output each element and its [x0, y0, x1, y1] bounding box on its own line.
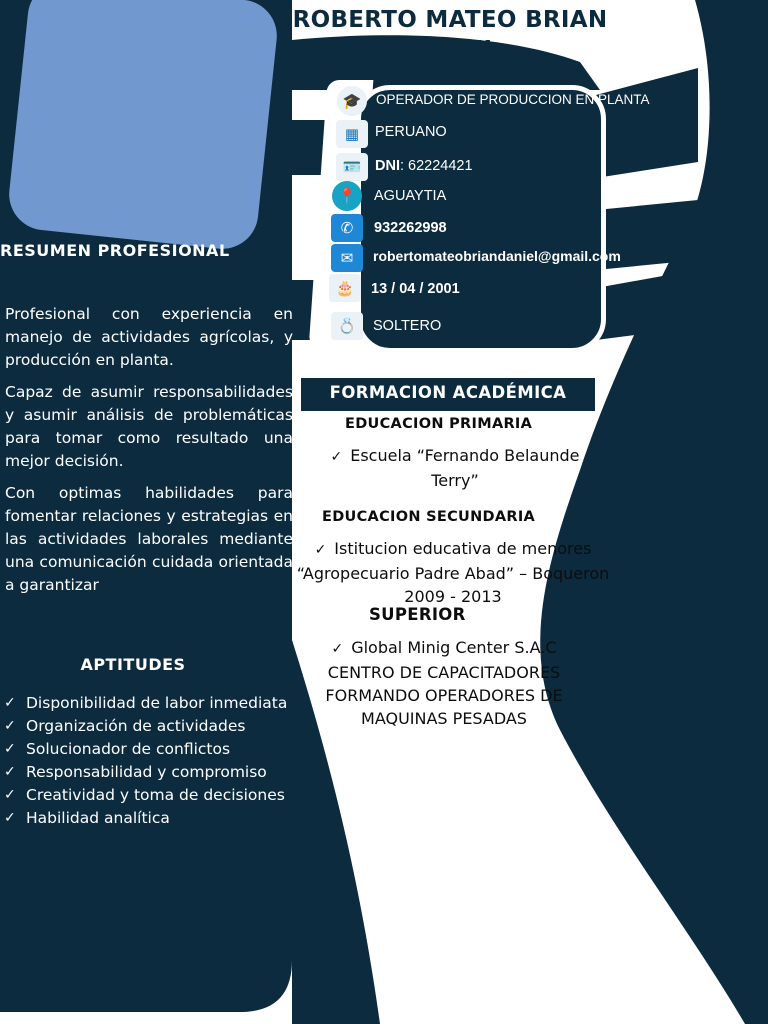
checkmark-icon: ✓ — [4, 810, 16, 826]
city-text: AGUAYTIA — [374, 188, 447, 204]
primary-title: EDUCACION PRIMARIA — [345, 416, 533, 432]
summary-paragraph: Profesional con experiencia en manejo de actividades agrícolas, y producción en planta. — [5, 305, 293, 369]
summary-title: RESUMEN PROFESIONAL — [0, 241, 230, 260]
aptitudes-title: APTITUDES — [80, 655, 186, 674]
id-card-icon: 🪪 — [336, 153, 368, 181]
aptitudes-list — [4, 692, 297, 830]
aptitude-item: ✓ Creatividad y toma de decisiones — [4, 784, 297, 807]
summary-paragraph: Capaz de asumir responsabilidades y asumir análisis de problemáticas para tomar como resultado una mejor decisión. — [5, 383, 293, 470]
dni-text: DNI: 62224421 — [375, 158, 473, 174]
civil-status-text: SOLTERO — [373, 318, 442, 334]
email-icon: ✉ — [331, 244, 363, 272]
superior-item: ✓ Global Minig Center S.A.C CENTRO DE CAPACITADORES FORMANDO OPERADORES DE MAQUINAS PESADAS — [325, 638, 563, 728]
secondary-item: ✓ Istitucion educativa de menores “Agropecuario Padre Abad” – Boqueron 2009 - 2013 — [296, 539, 610, 606]
nationality-text: PERUANO — [375, 124, 447, 140]
birthday-cake-icon: 🎂 — [329, 274, 361, 302]
checkmark-icon: ✓ — [4, 787, 16, 803]
summary-paragraph: Con optimas habilidades para fomentar relaciones y estrategias en las actividades laborales mediante una comunicación cuidada orientada a garantizar — [5, 484, 293, 594]
checkmark-icon: ✓ — [331, 641, 344, 657]
education-title: FORMACION ACADÉMICA — [301, 378, 595, 411]
checkmark-icon: ✓ — [4, 764, 16, 780]
aptitude-item: ✓ Responsabilidad y compromiso — [4, 761, 297, 784]
checkmark-icon: ✓ — [4, 718, 16, 734]
rings-icon: 💍 — [331, 312, 363, 340]
checkmark-icon: ✓ — [314, 542, 327, 558]
nationality-icon: ▦ — [336, 120, 368, 148]
aptitude-item: ✓ Disponibilidad de labor inmediata — [4, 692, 297, 715]
graduation-icon: 🎓 — [337, 86, 367, 116]
aptitude-item: ✓ Habilidad analítica — [4, 807, 297, 830]
checkmark-icon: ✓ — [4, 695, 16, 711]
photo-placeholder — [6, 0, 281, 252]
phone-text[interactable]: 932262998 — [374, 220, 447, 236]
checkmark-icon: ✓ — [4, 741, 16, 757]
checkmark-icon: ✓ — [330, 449, 343, 465]
primary-item: ✓ Escuela “Fernando Belaunde Terry” — [330, 446, 580, 490]
candidate-name: ROBERTO MATEO BRIAN DANIEL — [292, 7, 608, 63]
secondary-title: EDUCACION SECUNDARIA — [322, 509, 536, 525]
birthdate-text: 13 / 04 / 2001 — [371, 281, 460, 297]
profession-text: OPERADOR DE PRODUCCION EN PLANTA — [376, 92, 650, 107]
email-text[interactable]: robertomateobriandaniel@gmail.com — [373, 248, 621, 264]
location-icon: 📍 — [332, 181, 362, 211]
aptitude-item: ✓ Solucionador de conflictos — [4, 738, 297, 761]
aptitude-item: ✓ Organización de actividades — [4, 715, 297, 738]
phone-icon: ✆ — [331, 214, 363, 242]
summary-text — [5, 303, 293, 651]
superior-title: SUPERIOR — [369, 605, 466, 624]
